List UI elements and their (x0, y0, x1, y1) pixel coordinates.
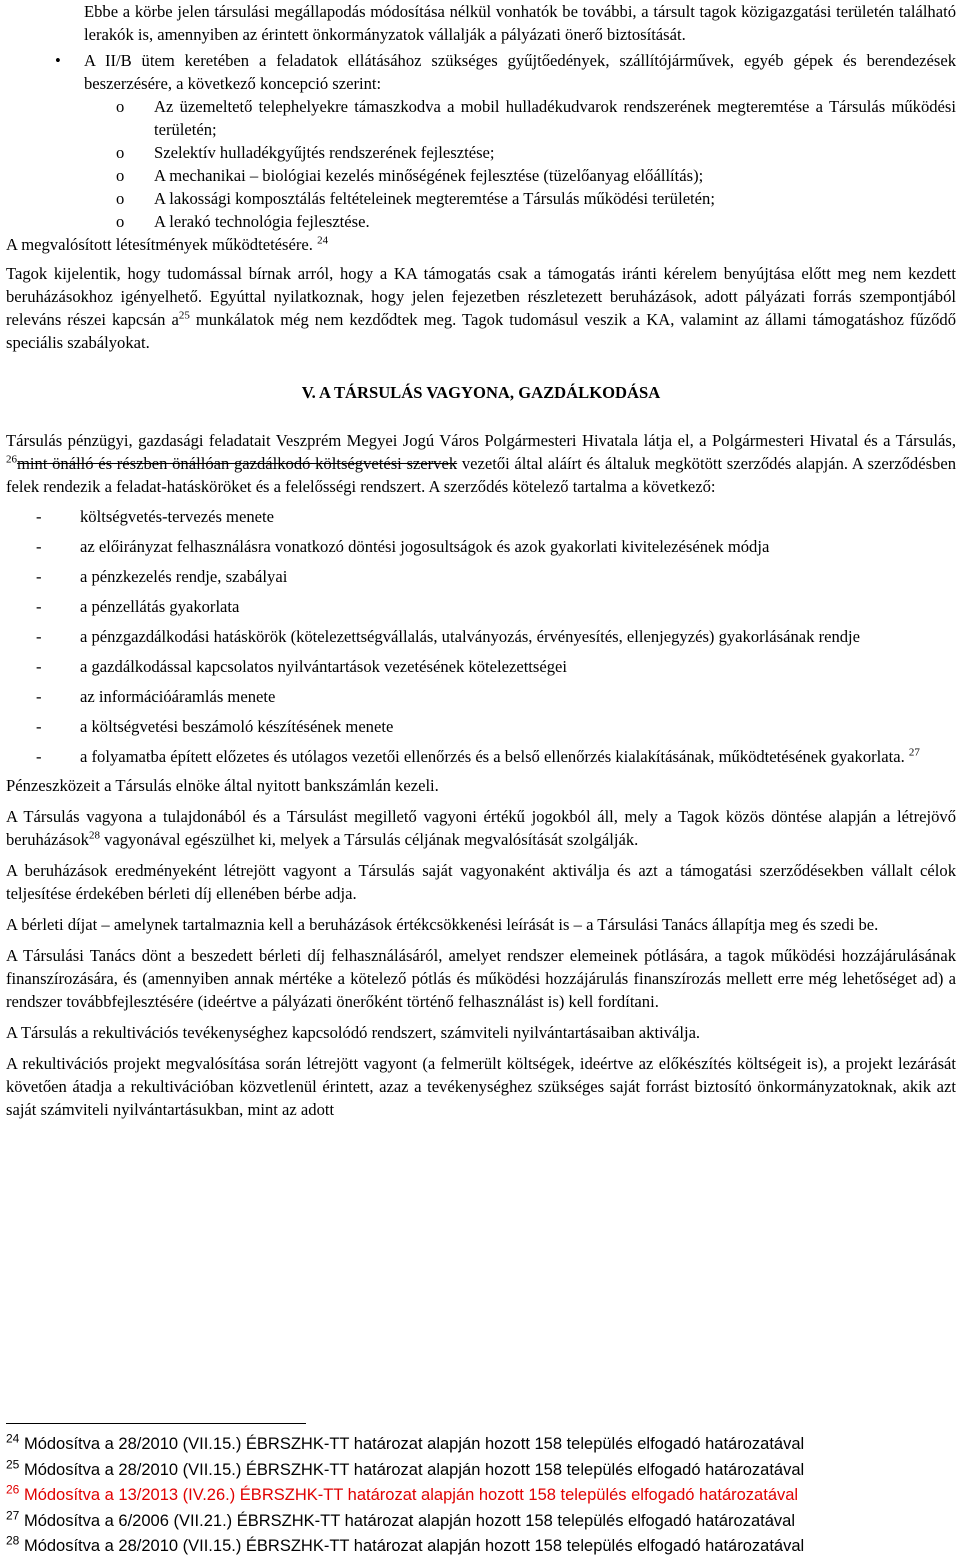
list-item-text: A lakossági komposztálás feltételeinek megteremtése a Társulás működési területén; (154, 189, 715, 208)
footnote-number: 27 (6, 1508, 20, 1522)
dash-item (6, 685, 956, 708)
footnote-26 (6, 1483, 956, 1509)
dash-item-text: a költségvetési beszámoló készítésének menete (80, 717, 394, 736)
circle-marker-icon: o (116, 97, 125, 116)
footnote-28 (6, 1534, 956, 1560)
list-item-text: A lerakó technológia fejlesztése. (154, 212, 370, 231)
dash-item-text: az információáramlás menete (80, 687, 276, 706)
footnote-ref-26[interactable]: 26 (6, 453, 17, 466)
dash-item (6, 655, 956, 678)
list-item (116, 187, 956, 210)
tagok-text-2: munkálatok még nem kezdődtek meg. Tagok tudomásul veszik a KA, valamint az állami támogatáshoz fűződő speciális szabályokat. (6, 310, 956, 352)
berleti-paragraph: A bérleti díjat – amelynek tartalmaznia kell a beruházások értékcsökkenési leírását is – a Társulási Tanács állapítja meg és szedi be. (6, 915, 879, 934)
bullet-item (55, 49, 956, 95)
list-item (116, 164, 956, 187)
dash-item-text: a pénzkezelés rendje, szabályai (80, 567, 288, 586)
dash-item (6, 505, 956, 528)
vagyona-text-2: vagyonával egészülhet ki, melyek a Társulás céljának megvalósítását szolgálják. (99, 830, 639, 849)
footnote-text: Módosítva a 28/2010 (VII.15.) ÉBRSZHK-TT határozat alapján hozott 158 település elfogadó határozatával (19, 1537, 805, 1555)
bullet-text: A II/B ütem keretében a feladatok ellátásához szükséges gyűjtőedények, szállítójárművek, egyéb gépek és berendezések beszerzésére, a következő koncepció szerint: (84, 51, 956, 93)
after-list-paragraph (6, 233, 956, 256)
footnote-27 (6, 1509, 956, 1535)
dash-marker: - (36, 657, 42, 676)
dash-item (6, 565, 956, 588)
dash-item (6, 745, 956, 768)
dash-item (6, 625, 956, 648)
dash-marker: - (36, 567, 42, 586)
rekultivacios-paragraph: A Társulás a rekultivációs tevékenységhez kapcsolódó rendszert, számviteli nyilvántartásaiban aktiválja. (6, 1023, 701, 1042)
list-item (116, 141, 956, 164)
dash-marker: - (36, 597, 42, 616)
dash-marker: - (36, 687, 42, 706)
document-page (6, 0, 956, 1121)
penzugyi-paragraph (6, 429, 956, 498)
penzugyi-text-1: Társulás pénzügyi, gazdasági feladatait Veszprém Megyei Jogú Város Polgármesteri Hivatala látja el, a Polgármesteri Hivatal és a Társulás, (6, 431, 956, 450)
footnote-text: Módosítva a 13/2013 (IV.26.) ÉBRSZHK-TT határozat alapján hozott 158 település elfogadó határozatával (19, 1486, 799, 1504)
footnote-24 (6, 1432, 956, 1458)
struck-text: mint önálló és részben önállóan gazdálkodó költségvetési szervek (17, 454, 458, 473)
dash-marker: - (36, 627, 42, 646)
tanacs-paragraph: A Társulási Tanács dönt a beszedett bérleti díj felhasználásáról, amelyet rendszer elemeinek pótlására, a tagok működési hozzájárulásának finanszírozására, és (amennyiben annak mértéke a kötelező pótlás és működési hozzájárulás finanszírozás mellett erre még lehetőséget ad) a rendszer továbbfejlesztésére (ideértve a pályázati önerőként történő felhasználást is) kell fordítani. (6, 946, 956, 1011)
vagyona-paragraph (6, 805, 956, 851)
bullet-icon: • (55, 51, 61, 70)
circle-marker-icon: o (116, 143, 125, 162)
dash-item (6, 535, 956, 558)
list-item (116, 95, 956, 141)
projekt-paragraph: A rekultivációs projekt megvalósítása során létrejött vagyont (a felmerült költségek, ideértve az előkészítés költségeit is), a projekt lezárását követően átadja a rekultivációban közvetlenül érintett, azaz a tevékenységhez szükséges saját forrást biztosító önkormányzatoknak, akik azt saját számviteli nyilvántartásukban, mint az adott (6, 1054, 956, 1119)
dash-item (6, 595, 956, 618)
dash-item-text: a gazdálkodással kapcsolatos nyilvántartások vezetésének kötelezettségei (80, 657, 568, 676)
dash-item-text: költségvetés-tervezés menete (80, 507, 274, 526)
dash-item (6, 715, 956, 738)
penzugyi-text-2: vezetői által aláírt és általuk megkötött szerződés alapján. A szerződésben felek rendezik a feladat-hatásköröket és a felelősségi rendszert. A szerződés kötelező tartalma a következő: (6, 454, 956, 496)
dash-marker: - (36, 537, 42, 556)
penzeszkozeit-paragraph: Pénzeszközeit a Társulás elnöke által nyitott bankszámlán kezeli. (6, 776, 439, 795)
footnote-number: 26 (6, 1482, 20, 1497)
footnote-separator (6, 1423, 306, 1424)
dash-marker: - (36, 717, 42, 736)
footnotes (6, 1432, 956, 1560)
footnote-number: 25 (6, 1457, 20, 1471)
circle-marker-icon: o (116, 212, 125, 231)
dash-marker: - (36, 747, 42, 766)
footnote-text: Módosítva a 28/2010 (VII.15.) ÉBRSZHK-TT határozat alapján hozott 158 település elfogadó határozatával (19, 1435, 805, 1453)
circle-marker-icon: o (116, 166, 125, 185)
footnote-25 (6, 1458, 956, 1484)
footnote-text: Módosítva a 28/2010 (VII.15.) ÉBRSZHK-TT határozat alapján hozott 158 település elfogadó határozatával (19, 1460, 805, 1479)
footnote-ref-27[interactable]: 27 (908, 746, 920, 759)
footnote-number: 28 (6, 1533, 20, 1548)
footnote-number: 24 (6, 1431, 20, 1446)
intro-paragraph: Ebbe a körbe jelen társulási megállapodás módosítása nélkül vonhatók be további, a társult tagok közigazgatási területén található lerakók is, amennyiben az érintett önkormányzatok vállalják a pályázati önerő biztosítását. (84, 2, 956, 44)
dash-item-text: a pénzgazdálkodási hatáskörök (kötelezettségvállalás, utalványozás, érvényesítés, ellenjegyzés) gyakorlásának rendje (80, 627, 861, 646)
dash-item-text: az előirányzat felhasználásra vonatkozó döntési jogosultságok és azok gyakorlati kivitelezésének módja (80, 537, 770, 556)
dash-marker: - (36, 507, 42, 526)
tagok-paragraph (6, 262, 956, 354)
list-item-text: Az üzemeltető telephelyekre támaszkodva a mobil hulladékudvarok rendszerének megteremtése a Társulás működési területén; (154, 97, 956, 139)
circle-marker-icon: o (116, 189, 125, 208)
footnote-text: Módosítva a 6/2006 (VII.21.) ÉBRSZHK-TT határozat alapján hozott 158 település elfogadó határozatával (19, 1511, 796, 1530)
section-heading: V. A TÁRSULÁS VAGYONA, GAZDÁLKODÁSA (301, 383, 661, 402)
footnote-ref-25[interactable]: 25 (178, 309, 190, 322)
footnote-ref-24[interactable]: 24 (317, 234, 329, 247)
list-item-text: Szelektív hulladékgyűjtés rendszerének fejlesztése; (154, 143, 495, 162)
dash-item-text: a pénzellátás gyakorlata (80, 597, 240, 616)
dash-item-text: a folyamatba épített előzetes és utólagos vezetői ellenőrzés és a belső ellenőrzés kialakításának, működtetésének gyakorlata. (80, 747, 905, 766)
vagyona-text-1: A Társulás vagyona a tulajdonából és a Társulást megillető vagyoni értékű jogokból áll, mely a Tagok közös döntése alapján a létrejövő beruházások (6, 807, 956, 849)
list-item-text: A mechanikai – biológiai kezelés minőségének fejlesztése (tüzelőanyag előállítás); (154, 166, 704, 185)
after-list-text: A megvalósított létesítmények működtetésére. (6, 235, 313, 254)
tagok-text-1: Tagok kijelentik, hogy tudomással bírnak arról, hogy a KA támogatás csak a támogatás iránti kérelem benyújtása előtt meg nem kezdett beruházásokhoz igényelhető. Egyúttal nyilatkoznak, hogy jelen fejezetben részletezett beruházások, adott pályázati forrás szempontjából releváns részei kapcsán a (6, 264, 956, 329)
footnote-ref-28[interactable]: 28 (88, 829, 100, 842)
list-item (116, 210, 956, 233)
sub-list (116, 95, 956, 233)
beruhazasok-paragraph: A beruházások eredményeként létrejött vagyont a Társulás saját vagyonaként aktiválja és azt a támogatási szerződésekben vállalt célok teljesítése érdekében bérleti díj ellenében bérbe adja. (6, 861, 956, 903)
